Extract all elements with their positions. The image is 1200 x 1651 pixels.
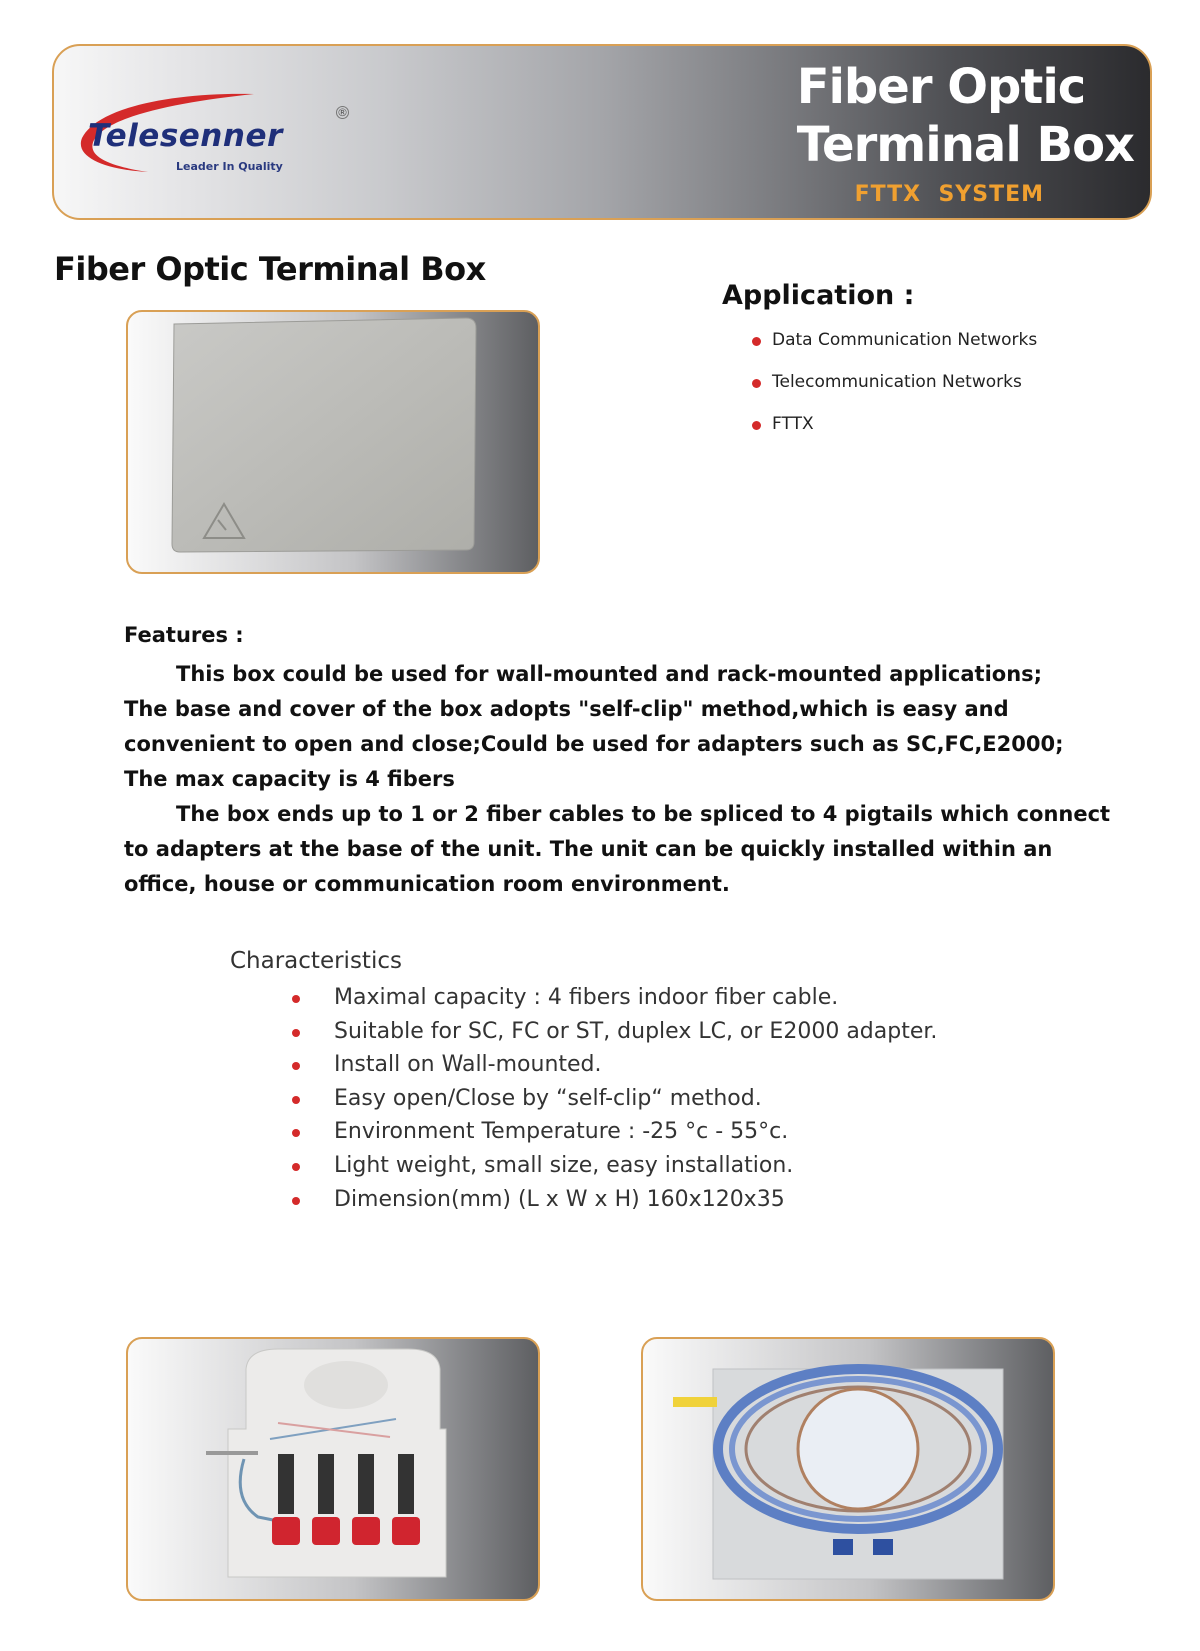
features-line: The base and cover of the box adopts "self-clip" method,which is easy and — [124, 697, 1009, 721]
characteristics-heading: Characteristics — [230, 948, 402, 974]
application-item-label: Data Communication Networks — [772, 330, 1038, 350]
characteristic-label: Maximal capacity : 4 fibers indoor fiber cable. — [334, 985, 839, 1010]
features-line: The max capacity is 4 fibers — [124, 767, 455, 791]
application-item-label: Telecommunication Networks — [772, 372, 1022, 392]
application-item-label: FTTX — [772, 414, 814, 434]
application-list — [752, 330, 1037, 456]
banner-title-line-2: Terminal Box — [796, 117, 1134, 173]
characteristic-label: Environment Temperature : -25 °c - 55°c. — [334, 1119, 789, 1145]
registered-mark: ® — [337, 106, 348, 119]
product-photo-closed — [126, 310, 540, 574]
features-line: This box could be used for wall-mounted and rack-mounted applications; — [176, 662, 1043, 686]
application-heading: Application : — [722, 280, 915, 311]
features-line: convenient to open and close;Could be used for adapters such as SC,FC,E2000; — [124, 732, 1064, 756]
characteristic-item — [292, 1187, 937, 1221]
characteristic-item — [292, 1119, 937, 1153]
characteristic-label: Light weight, small size, easy installation. — [334, 1152, 794, 1178]
open-box-fiber-coil-image — [643, 1339, 1055, 1601]
closed-box-image — [128, 312, 540, 574]
product-title: Fiber Optic Terminal Box — [54, 250, 486, 288]
banner-title-line-1: Fiber Optic — [796, 59, 1086, 115]
brand-tagline: Leader In Quality — [176, 160, 283, 173]
product-photo-open-adapters — [126, 1337, 540, 1601]
bullet-icon — [292, 1163, 300, 1171]
bullet-icon — [292, 1029, 300, 1037]
features-paragraph-2 — [124, 797, 1124, 902]
open-box-adapters-image — [128, 1339, 540, 1601]
characteristic-item — [292, 1153, 937, 1187]
application-item — [752, 330, 1037, 372]
bullet-icon — [752, 421, 761, 430]
bullet-icon — [752, 379, 761, 388]
application-item — [752, 372, 1037, 414]
characteristic-label: Dimension(mm) (L x W x H) 160x120x35 — [334, 1186, 785, 1212]
brand-name: Telesenner — [88, 118, 283, 154]
characteristic-label: Suitable for SC, FC or ST, duplex LC, or E2000 adapter. — [334, 1018, 938, 1044]
features-line: The box ends up to 1 or 2 fiber cables to be spliced to 4 pigtails which connect — [176, 802, 1111, 826]
characteristic-item — [292, 985, 937, 1019]
characteristics-list — [292, 985, 937, 1220]
bullet-icon — [292, 995, 300, 1003]
features-line: to adapters at the base of the unit. The unit can be quickly installed within an — [124, 837, 1053, 861]
application-item — [752, 414, 1037, 456]
header-banner — [52, 44, 1152, 220]
bullet-icon — [292, 1129, 300, 1137]
product-photo-open-fiber-coil — [641, 1337, 1055, 1601]
characteristic-item — [292, 1086, 937, 1120]
characteristic-label: Install on Wall-mounted. — [334, 1052, 602, 1078]
characteristic-label: Easy open/Close by “self-clip“ method. — [334, 1085, 762, 1111]
bullet-icon — [292, 1062, 300, 1070]
features-heading: Features : — [124, 623, 244, 647]
features-line: office, house or communication room environment. — [124, 872, 730, 896]
characteristic-item — [292, 1019, 937, 1053]
bullet-icon — [752, 337, 761, 346]
features-section — [124, 623, 1124, 902]
bullet-icon — [292, 1197, 300, 1205]
banner-subtitle: FTTX SYSTEM — [854, 182, 1044, 207]
bullet-icon — [292, 1096, 300, 1104]
brand-logo — [68, 86, 348, 196]
features-paragraph-1 — [124, 657, 1124, 797]
banner-title — [797, 58, 1134, 174]
characteristic-item — [292, 1052, 937, 1086]
